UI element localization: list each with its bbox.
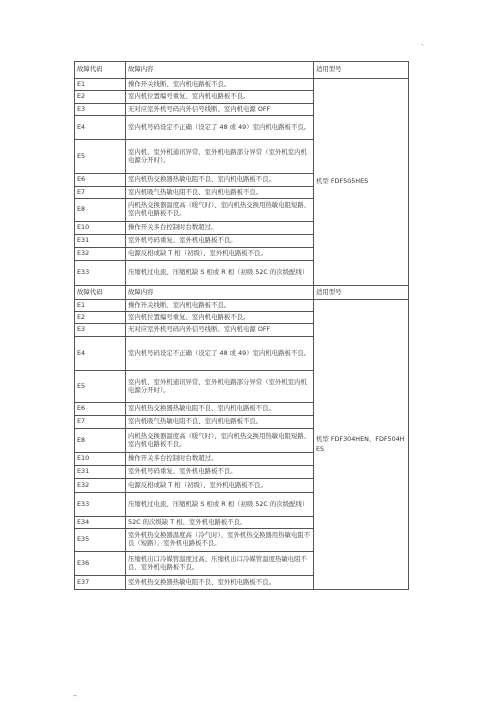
fault-code-cell: E8 [75,429,126,453]
fault-content-cell: 内机热交换器温度高（暖气时）、室内机热交换用热敏电阻短路、室内机电路板不良。 [126,199,314,222]
fault-content-cell: 压缩机过电流、压缩机缺 S 相或 R 相（初级 52C 的次级配线） [126,261,314,286]
model-cell: 机型 FDF304HEN、FDF504HES [314,300,409,590]
fault-content-cell: 室外机热交换器温度高（冷气时）、室外机热交换器用热敏电阻不良（短路）、室外机电路板不良。 [126,529,314,552]
page-mark-bottom: – [73,691,77,700]
fault-code-cell: E32 [75,479,126,493]
header-applicable-model: 适用型号 [314,286,409,300]
model-cell: 机型 FDF505HES [314,79,409,286]
fault-content-cell: 操作开关多台控制时台数超过。 [126,453,314,466]
fault-code-cell: E10 [75,453,126,466]
fault-content-cell: 操作开关线断、室内机电路板不良。 [126,300,314,312]
fault-code-cell: E37 [75,576,126,590]
fault-code-cell: E7 [75,187,126,199]
fault-code-cell: E6 [75,403,126,416]
table-header-row [75,286,409,300]
table-header-row [75,62,409,79]
fault-content-cell: 压缩机出口冷媒管温度过高、压缩机出口冷媒管温度热敏电阻不良、室外机电路板不良。 [126,552,314,576]
fault-content-cell: 压缩机过电流、压缩机缺 S 相或 R 相（初级 52C 的次级配线） [126,493,314,517]
fault-code-cell: E34 [75,517,126,529]
table-row [75,300,409,312]
fault-content-cell: 内机热交换器温度高（暖气时）、室内机热交换用热敏电阻短路、室内机电路板不良。 [126,429,314,453]
fault-code-cell: E35 [75,529,126,552]
fault-content-cell: 室内机吸气热敏电阻不良、室内机电路板不良。 [126,416,314,429]
fault-code-cell: E33 [75,261,126,286]
fault-code-cell: E2 [75,312,126,324]
fault-code-cell: E33 [75,493,126,517]
fault-code-cell: E2 [75,91,126,104]
fault-content-cell: 无对应室外机号码内外信号线断、室内机电源 OFF [126,324,314,337]
fault-content-cell: 室内机位置编号重复、室内机电路板不良。 [126,312,314,324]
fault-content-cell: 室外机号码重复、室外机电路板不良。 [126,466,314,479]
fault-content-cell: 电源反相或缺 T 相（初级）、室外机电路板不良。 [126,248,314,261]
fault-code-cell: E32 [75,248,126,261]
fault-content-cell: 操作开关多台控制时台数超过。 [126,222,314,235]
fault-content-cell: 室内机号码设定不正确（设定了 48 或 49）室内机电路板不良。 [126,116,314,140]
fault-content-cell: 室外机热交换器热敏电阻不良、室外机电路板不良。 [126,576,314,590]
fault-code-cell: E6 [75,174,126,187]
fault-code-cell: E4 [75,337,126,371]
fault-code-cell: E1 [75,79,126,91]
fault-content-cell: 室内机热交换器热敏电阻不良、室内机电路板不良。 [126,403,314,416]
header-applicable-model: 适用型号 [314,62,409,79]
fault-content-cell: 无对应室外机号码内外信号线断、室内机电源 OFF [126,104,314,116]
fault-code-cell: E3 [75,324,126,337]
fault-code-cell: E5 [75,140,126,174]
fault-code-cell: E1 [75,300,126,312]
table-row [75,79,409,91]
header-fault-content: 故障内容 [126,286,314,300]
fault-content-cell: 室内机、室外机通讯异常、室外机电路部分异常（室外机室内机电源分开时）。 [126,371,314,403]
page-mark-top: . [421,38,424,47]
fault-content-cell: 52C 的次级缺 T 相、室外机电路板不良。 [126,517,314,529]
fault-content-cell: 室内机位置编号重复、室内机电路板不良。 [126,91,314,104]
fault-code-cell: E31 [75,466,126,479]
fault-code-cell: E5 [75,371,126,403]
fault-code-cell: E8 [75,199,126,222]
fault-content-cell: 室外机号码重复、室外机电路板不良。 [126,235,314,248]
fault-code-cell: E7 [75,416,126,429]
fault-code-cell: E10 [75,222,126,235]
fault-code-cell: E3 [75,104,126,116]
fault-content-cell: 室内机热交换器热敏电阻不良、室内机电路板不良。 [126,174,314,187]
header-fault-code: 故障代码 [75,286,126,300]
fault-content-cell: 电源反相或缺 T 相（初级）、室外机电路板不良。 [126,479,314,493]
fault-code-table [74,61,409,590]
fault-code-cell: E36 [75,552,126,576]
fault-code-cell: E4 [75,116,126,140]
fault-content-cell: 室内机、室外机通讯异常、室外机电路部分异常（室外机室内机电源分开时）。 [126,140,314,174]
fault-content-cell: 室内机吸气热敏电阻不良、室内机电路板不良。 [126,187,314,199]
fault-code-cell: E31 [75,235,126,248]
fault-content-cell: 操作开关线断、室内机电路板不良。 [126,79,314,91]
fault-content-cell: 室内机号码设定不正确（设定了 48 或 49）室内机电路板不良。 [126,337,314,371]
header-fault-content: 故障内容 [126,62,314,79]
header-fault-code: 故障代码 [75,62,126,79]
